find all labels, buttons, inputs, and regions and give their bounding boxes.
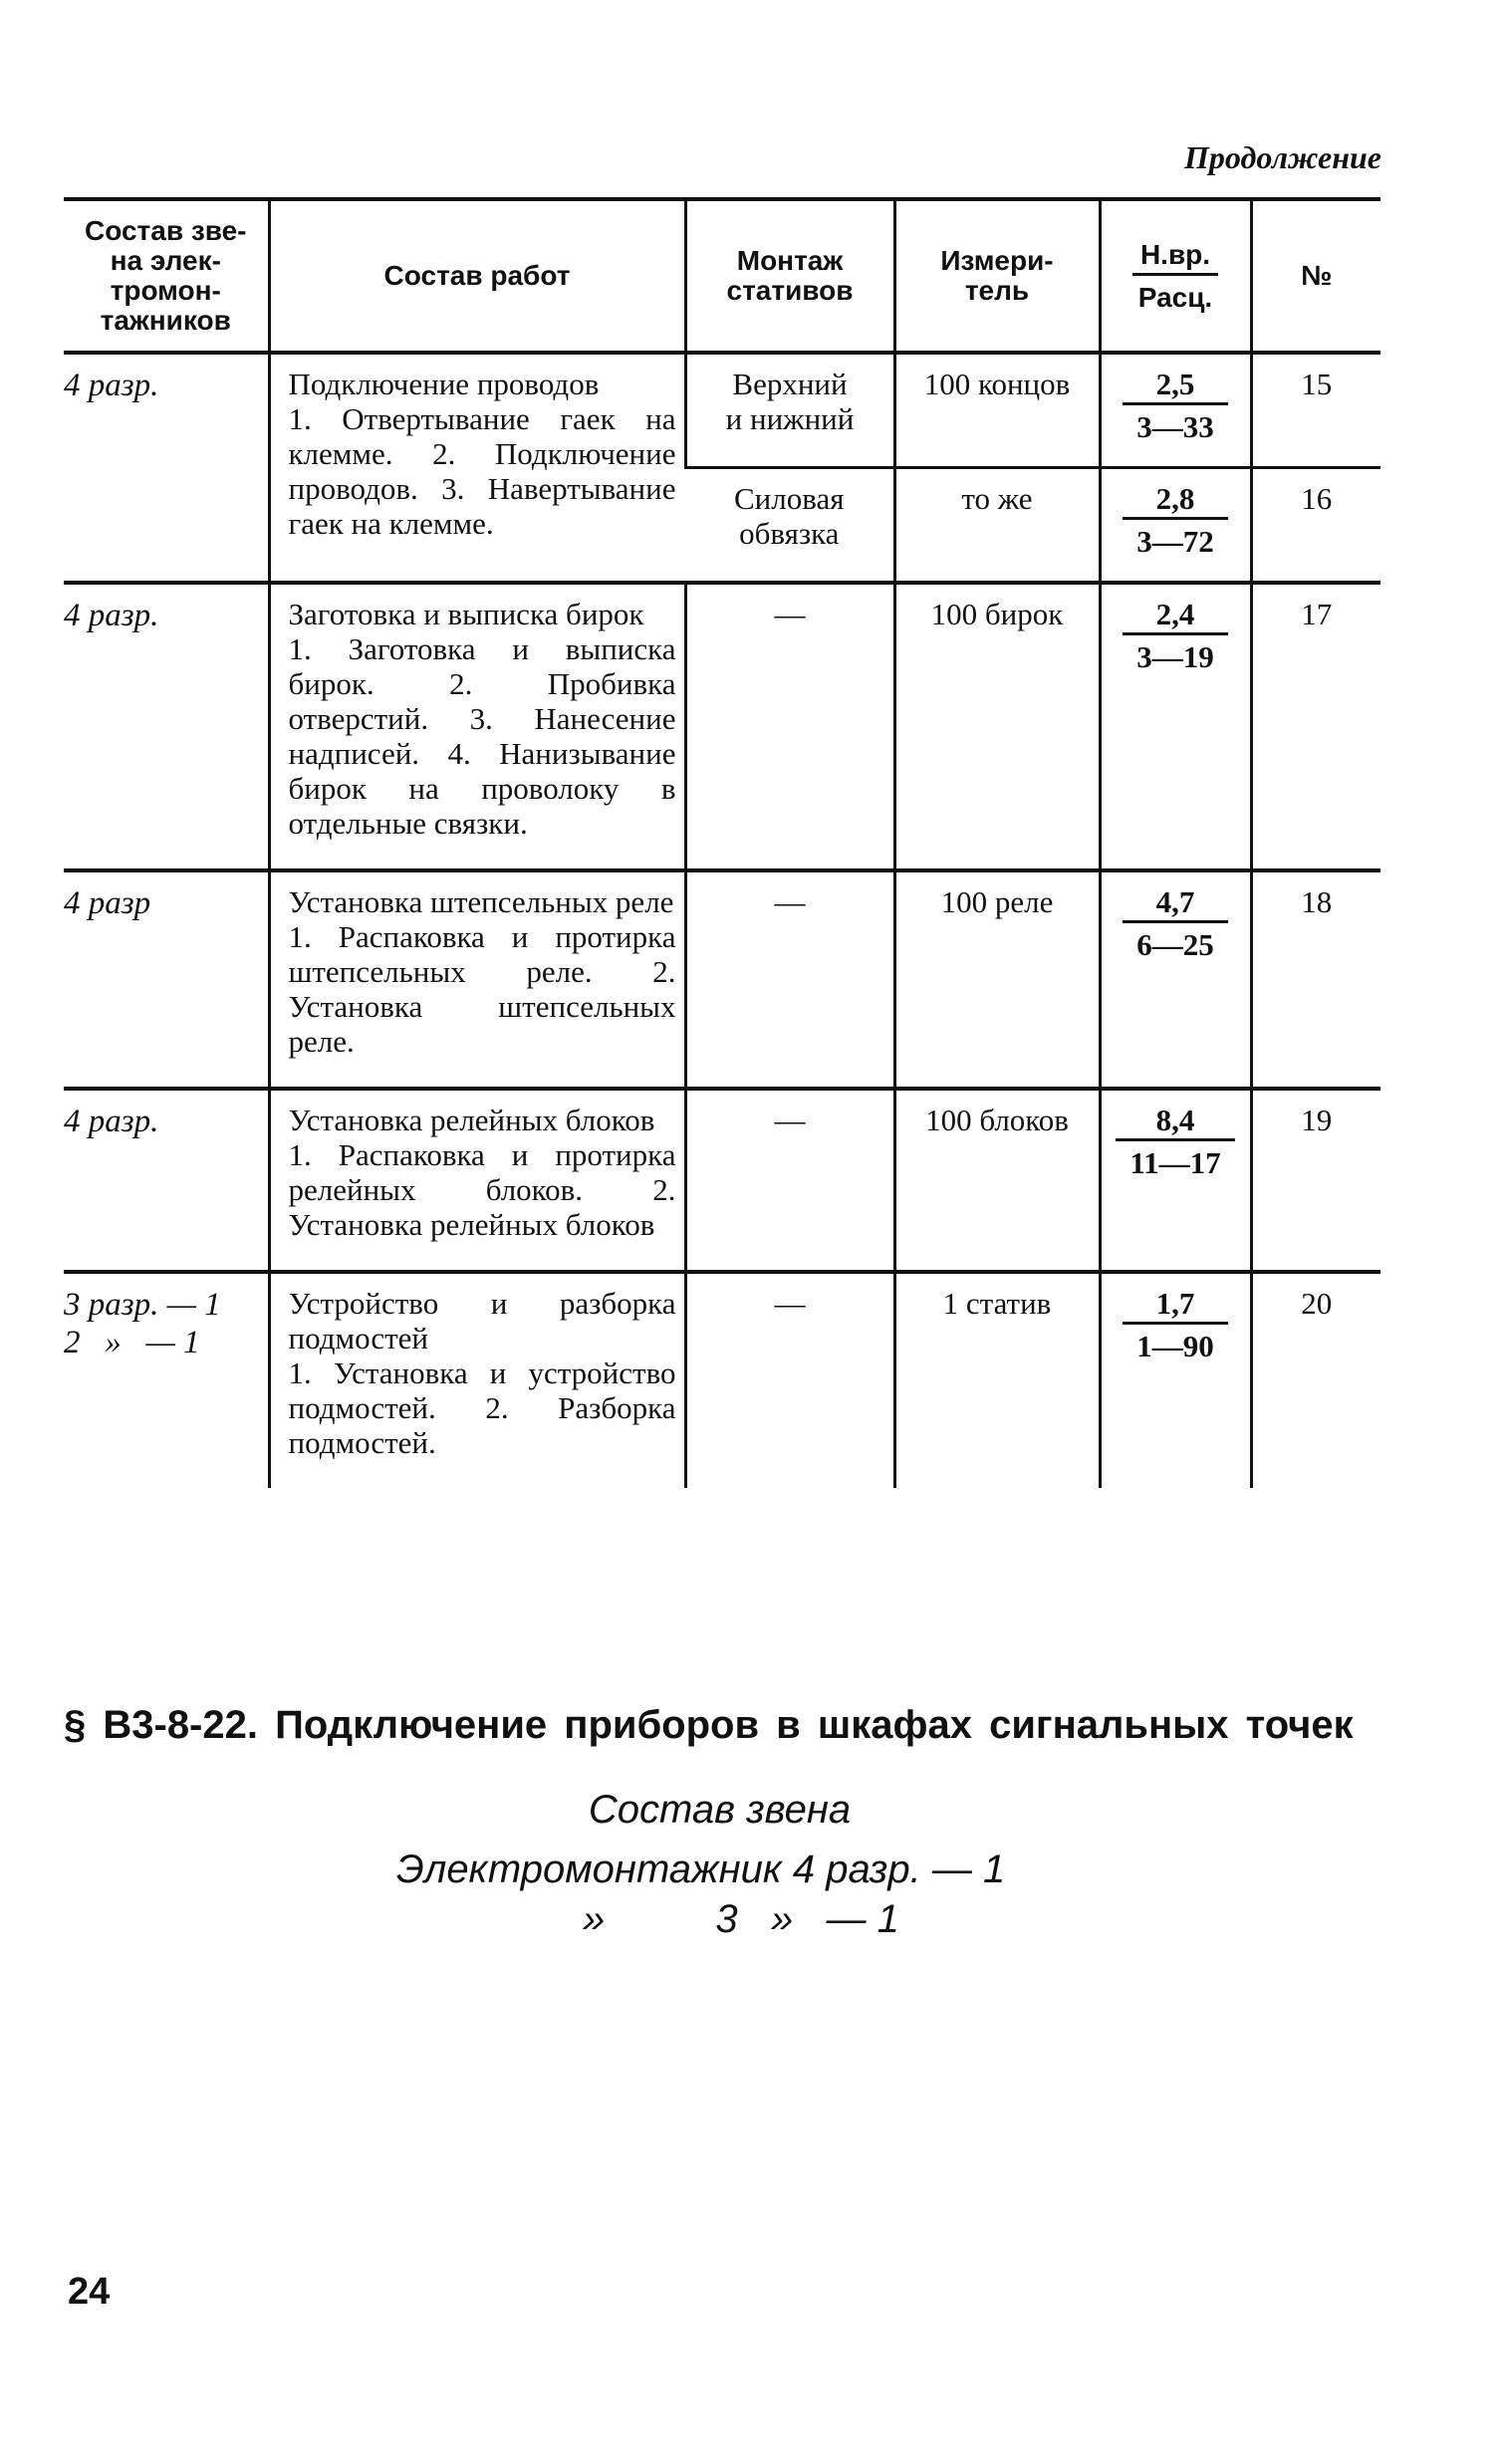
unit-cell: 100 блоков (894, 1089, 1100, 1272)
table-row (64, 1272, 1380, 1488)
norm-time: 2,4 (1123, 597, 1228, 635)
norm-time: 1,7 (1123, 1286, 1228, 1325)
page-number: 24 (68, 2271, 111, 2313)
unit-cell: 100 бирок (894, 583, 1100, 870)
mount-cell: — (685, 1089, 894, 1272)
work-title: Подключение проводов (288, 367, 600, 401)
norm-time: 4,7 (1123, 884, 1228, 923)
work-cell (269, 583, 685, 870)
work-title: Устройство и разборка подмостей (288, 1286, 676, 1355)
crew-line-2: » 3 » — 1 (583, 1897, 899, 1941)
work-steps: 1. Распаковка и протирка релейных блоков. 2. Установка релейных блоков (288, 1137, 676, 1242)
norm-rate: 3—33 (1136, 409, 1214, 444)
table-header-row (64, 199, 1380, 353)
header-norm-time: Н.вр. (1132, 237, 1218, 276)
norm-time: 8,4 (1116, 1103, 1234, 1141)
header-crew: Состав зве- на элек- тромон- тажников (64, 199, 269, 353)
crew-line-1: Электромонтажник 4 разр. — 1 (396, 1848, 1006, 1891)
work-steps: 1. Установка и устройство подмостей. 2. Разборка подмостей. (288, 1355, 676, 1460)
table-row (64, 583, 1380, 870)
table-row (64, 1089, 1380, 1272)
norms-table (64, 197, 1380, 1488)
unit-cell: 100 реле (894, 870, 1100, 1089)
unit-cell: 1 статив (894, 1272, 1100, 1488)
norm-cell (1100, 1089, 1251, 1272)
norm-rate: 11—17 (1129, 1145, 1221, 1180)
header-number: № (1251, 199, 1380, 353)
work-title: Заготовка и выписка бирок (288, 597, 644, 631)
unit-cell: 100 концов (894, 353, 1100, 468)
header-norm-rate: Расц. (1137, 281, 1213, 313)
work-steps: 1. Заготовка и выписка бирок. 2. Пробивка отверстий. 3. Нанесение надписей. 4. Нанизывание бирок на проволоку в отдельные связки. (288, 631, 676, 841)
table-row (64, 353, 1380, 468)
table-row (64, 870, 1380, 1089)
mount-cell: — (685, 870, 894, 1089)
norm-cell (1100, 870, 1251, 1089)
norm-cell (1100, 1272, 1251, 1488)
norm-rate: 3—19 (1136, 639, 1214, 674)
number-cell: 18 (1251, 870, 1380, 1089)
header-unit: Измери- тель (894, 199, 1100, 353)
mount-cell: — (685, 583, 894, 870)
mount-cell: Силовая обвязка (685, 468, 894, 584)
number-cell: 17 (1251, 583, 1380, 870)
crew-cell: 3 разр. — 1 2 » — 1 (64, 1272, 269, 1488)
crew-cell: 4 разр (64, 870, 269, 1089)
header-norm (1100, 199, 1251, 353)
number-cell: 20 (1251, 1272, 1380, 1488)
work-title: Установка штепсельных реле (288, 884, 674, 919)
continuation-label: Продолжение (1184, 139, 1381, 175)
section-heading: § В3-8-22. Подключение приборов в шкафах сигнальных точек (64, 1703, 1354, 1747)
work-cell (269, 870, 685, 1089)
norm-cell (1100, 353, 1251, 468)
mount-cell: Верхний и нижний (685, 353, 894, 468)
norm-cell (1100, 468, 1251, 584)
norm-time: 2,5 (1123, 367, 1228, 405)
work-steps: 1. Отвертывание гаек на клемме. 2. Подключение проводов. 3. Навертывание гаек на клемме. (288, 401, 676, 541)
crew-cell: 4 разр. (64, 353, 269, 583)
norm-rate: 3—72 (1136, 524, 1214, 559)
norm-time: 2,8 (1123, 481, 1228, 520)
work-cell (269, 1089, 685, 1272)
number-cell: 19 (1251, 1089, 1380, 1272)
crew-cell: 4 разр. (64, 583, 269, 870)
mount-cell: — (685, 1272, 894, 1488)
work-title: Установка релейных блоков (288, 1103, 655, 1137)
number-cell: 15 (1251, 353, 1380, 468)
crew-cell: 4 разр. (64, 1089, 269, 1272)
header-mount: Монтаж стативов (685, 199, 894, 353)
work-cell (269, 1272, 685, 1488)
norm-rate: 1—90 (1136, 1329, 1214, 1363)
number-cell: 16 (1251, 468, 1380, 584)
work-cell (269, 353, 685, 583)
norm-cell (1100, 583, 1251, 870)
norm-rate: 6—25 (1136, 927, 1214, 962)
work-steps: 1. Распаковка и протирка штепсельных реле. 2. Установка штепсельных реле. (288, 919, 676, 1059)
unit-cell: то же (894, 468, 1100, 584)
crew-title: Состав звена (588, 1788, 852, 1832)
header-work: Состав работ (269, 199, 685, 353)
